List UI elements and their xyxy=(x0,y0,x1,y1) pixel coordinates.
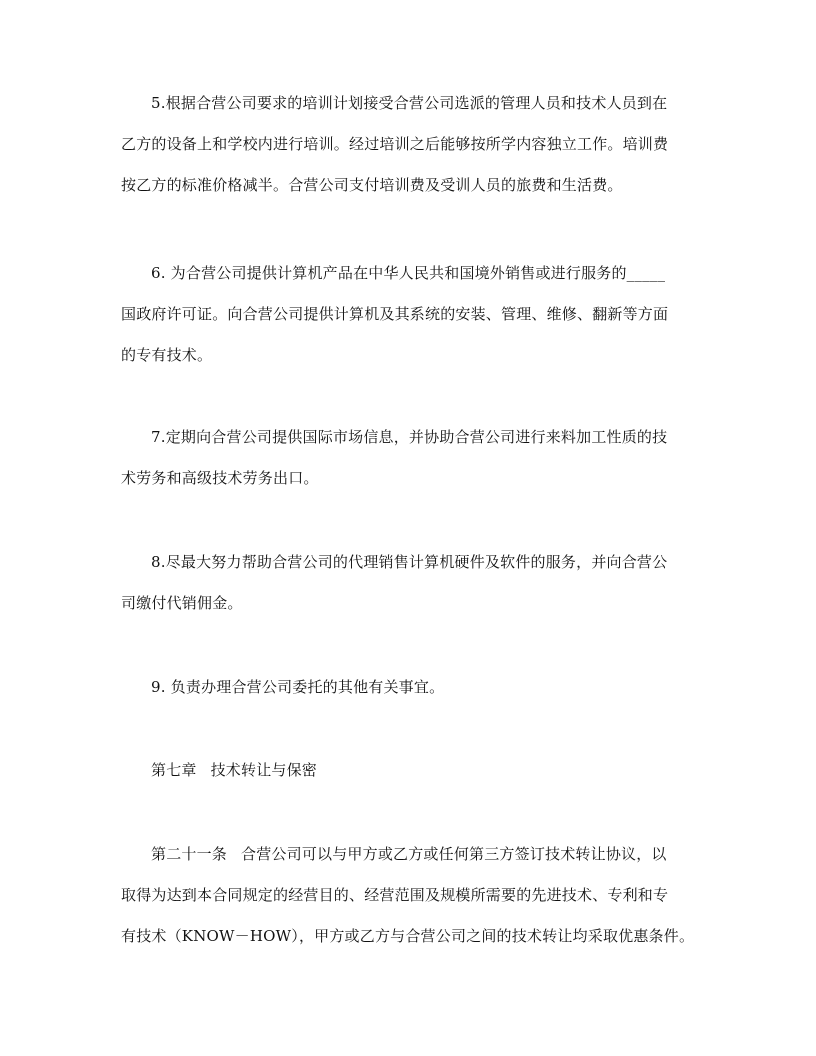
chapter-label: 第七章 xyxy=(151,761,197,779)
article-label: 第二十一条 xyxy=(151,845,228,863)
text-line: 8.尽最大努力帮助合营公司的代理销售计算机硬件及软件的服务，并向合营公 xyxy=(151,553,668,571)
chapter-heading-line xyxy=(121,750,697,791)
chapter-title: 技术转让与保密 xyxy=(210,761,318,779)
text-line: 乙方的设备上和学校内进行培训。经过培训之后能够按所学内容独立工作。培训费 xyxy=(121,135,669,153)
article-text: 合营公司可以与甲方或乙方或任何第三方签订技术转让协议，以 xyxy=(241,845,667,863)
article-21 xyxy=(121,834,697,957)
paragraph-item-9 xyxy=(121,667,697,708)
text-line: 术劳务和高级技术劳务出口。 xyxy=(121,469,319,487)
text-line: 9. 负责办理合营公司委托的其他有关事宜。 xyxy=(151,678,445,696)
text-line: 司缴付代销佣金。 xyxy=(121,594,243,612)
text-line: 的专有技术。 xyxy=(121,346,213,364)
text-line: 国政府许可证。向合营公司提供计算机及其系统的安装、管理、维修、翻新等方面 xyxy=(121,305,669,323)
text-line: 5.根据合营公司要求的培训计划接受合营公司选派的管理人员和技术人员到在 xyxy=(151,94,668,112)
text-line: 取得为达到本合同规定的经营目的、经营范围及规模所需要的先进技术、专利和专 xyxy=(121,886,669,904)
text-line: 6. 为合营公司提供计算机产品在中华人民共和国境外销售或进行服务的_____ xyxy=(151,264,666,282)
text-line: 7.定期向合营公司提供国际市场信息，并协助合营公司进行来料加工性质的技 xyxy=(151,428,668,446)
paragraph-item-6 xyxy=(121,253,697,376)
paragraph-item-8 xyxy=(121,542,697,624)
paragraph-item-7 xyxy=(121,417,697,499)
paragraph-item-5 xyxy=(121,83,697,206)
text-line: 有技术（KNOW－HOW），甲方或乙方与合营公司之间的技术转让均采取优惠条件。 xyxy=(121,927,695,945)
text-line: 按乙方的标准价格减半。合营公司支付培训费及受训人员的旅费和生活费。 xyxy=(121,176,623,194)
chapter-heading xyxy=(121,750,697,791)
text-line xyxy=(121,834,697,875)
